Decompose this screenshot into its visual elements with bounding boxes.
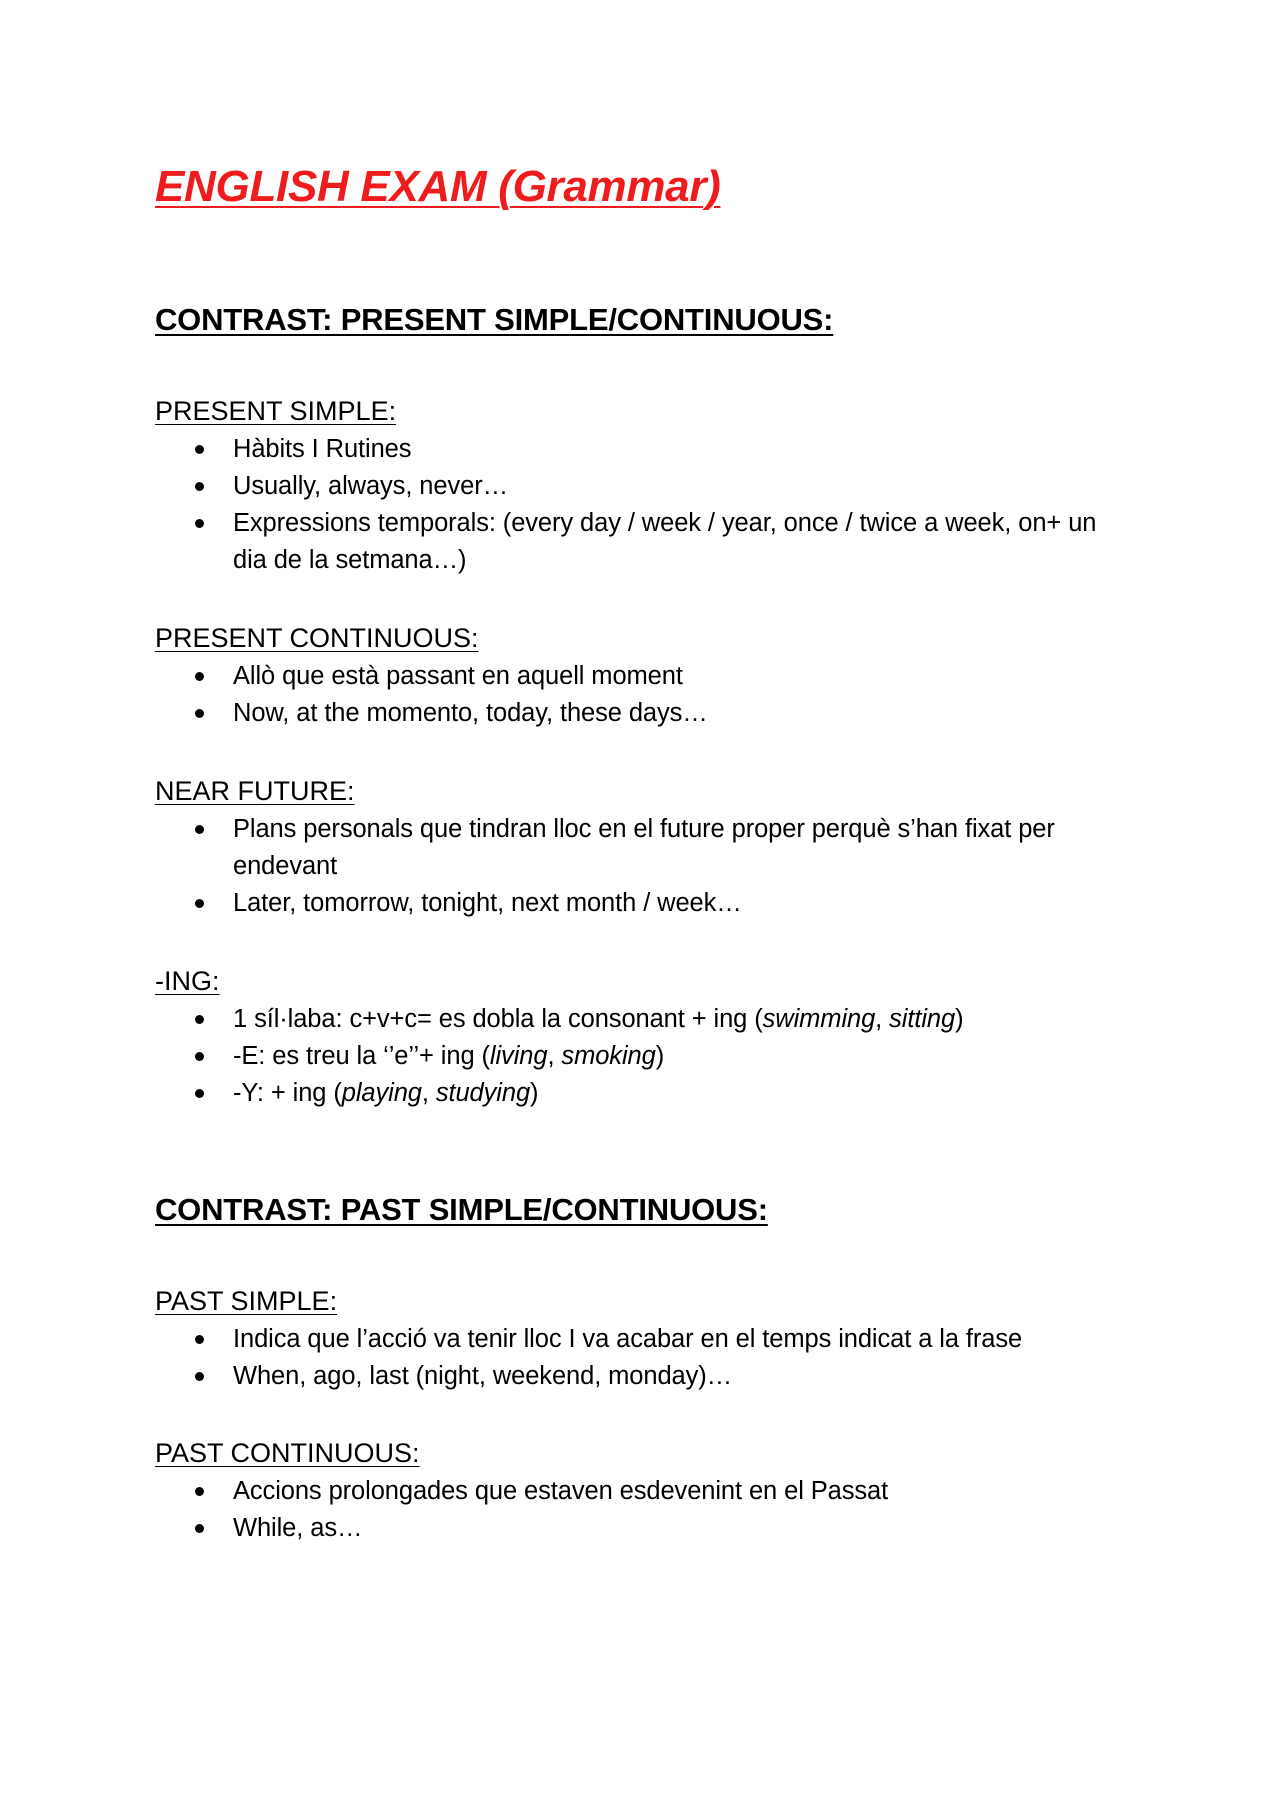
subheading-past-continuous: PAST CONTINUOUS:: [155, 1438, 420, 1468]
list-item-text: -E: es treu la ‘’e’’+ ing (: [233, 1042, 490, 1070]
bullet-icon: [195, 445, 204, 454]
list-ing: [155, 1001, 1115, 1112]
subheading-ing: -ING:: [155, 966, 220, 996]
section-heading-present-contrast: CONTRAST: PRESENT SIMPLE/CONTINUOUS:: [155, 302, 834, 337]
list-item: [155, 1038, 1115, 1075]
list-past-continuous: [155, 1473, 1115, 1547]
closing-paren: ): [530, 1079, 539, 1107]
bullet-icon: [195, 1372, 204, 1381]
list-present-continuous: [155, 658, 1115, 732]
bullet-icon: [195, 482, 204, 491]
bullet-icon: [195, 1524, 204, 1533]
separator: ,: [875, 1005, 890, 1033]
page-title: ENGLISH EXAM (Grammar): [155, 162, 721, 211]
list-item-text: While, as…: [233, 1514, 363, 1542]
subheading-present-simple: PRESENT SIMPLE:: [155, 396, 397, 426]
bullet-icon: [195, 1015, 204, 1024]
bullet-icon: [195, 1052, 204, 1061]
list-item-text: Hàbits I Rutines: [233, 435, 412, 463]
list-item: [155, 695, 1115, 732]
subheading-past-simple: PAST SIMPLE:: [155, 1286, 338, 1316]
bullet-icon: [195, 1487, 204, 1496]
example-word: swimming: [762, 1005, 876, 1033]
list-item: [155, 1075, 1115, 1112]
bullet-icon: [195, 519, 204, 528]
example-word: smoking: [561, 1042, 656, 1070]
list-item-text: Later, tomorrow, tonight, next month / week…: [233, 889, 742, 917]
list-near-future: [155, 811, 1115, 922]
example-word: sitting: [889, 1005, 956, 1033]
list-item: [155, 505, 1115, 579]
list-item-text: 1 síl·laba: c+v+c= es dobla la consonant + ing (: [233, 1005, 763, 1033]
list-item: [155, 468, 1115, 505]
bullet-icon: [195, 1335, 204, 1344]
example-word: living: [489, 1042, 548, 1070]
list-item: [155, 811, 1115, 885]
list-item-text: Allò que està passant en aquell moment: [233, 662, 683, 690]
list-item-text: Usually, always, never…: [233, 472, 508, 500]
list-past-simple: [155, 1321, 1115, 1395]
section-heading-past-contrast: CONTRAST: PAST SIMPLE/CONTINUOUS:: [155, 1192, 768, 1227]
list-item: [155, 1001, 1115, 1038]
closing-paren: ): [655, 1042, 665, 1070]
separator: ,: [421, 1079, 436, 1107]
list-item: [155, 1358, 1115, 1395]
example-word: studying: [435, 1079, 531, 1107]
list-present-simple: [155, 431, 1115, 579]
bullet-icon: [195, 672, 204, 681]
list-item: [155, 1473, 1115, 1510]
separator: ,: [547, 1042, 562, 1070]
subheading-present-continuous: PRESENT CONTINUOUS:: [155, 623, 479, 653]
list-item-text: When, ago, last (night, weekend, monday)…: [233, 1362, 733, 1390]
bullet-icon: [195, 1089, 204, 1098]
list-item: [155, 658, 1115, 695]
closing-paren: ): [955, 1005, 964, 1033]
subheading-near-future: NEAR FUTURE:: [155, 776, 355, 806]
list-item: [155, 1321, 1115, 1358]
bullet-icon: [195, 709, 204, 718]
list-item: [155, 431, 1115, 468]
list-item-text: Accions prolongades que estaven esdevenint en el Passat: [233, 1477, 889, 1505]
bullet-icon: [195, 825, 204, 834]
bullet-icon: [195, 899, 204, 908]
example-word: playing: [341, 1079, 422, 1107]
list-item-text: Now, at the momento, today, these days…: [233, 699, 708, 727]
list-item: [155, 885, 1115, 922]
list-item-text: -Y: + ing (: [233, 1079, 342, 1107]
list-item-text: Indica que l’acció va tenir lloc I va acabar en el temps indicat a la frase: [233, 1325, 1023, 1353]
list-item-text: Expressions temporals: (every day / week / year, once / twice a week, on+ un dia de la setmana…): [233, 509, 1097, 574]
list-item: [155, 1510, 1115, 1547]
list-item-text: Plans personals que tindran lloc en el future proper perquè s’han fixat per endevant: [233, 815, 1055, 880]
